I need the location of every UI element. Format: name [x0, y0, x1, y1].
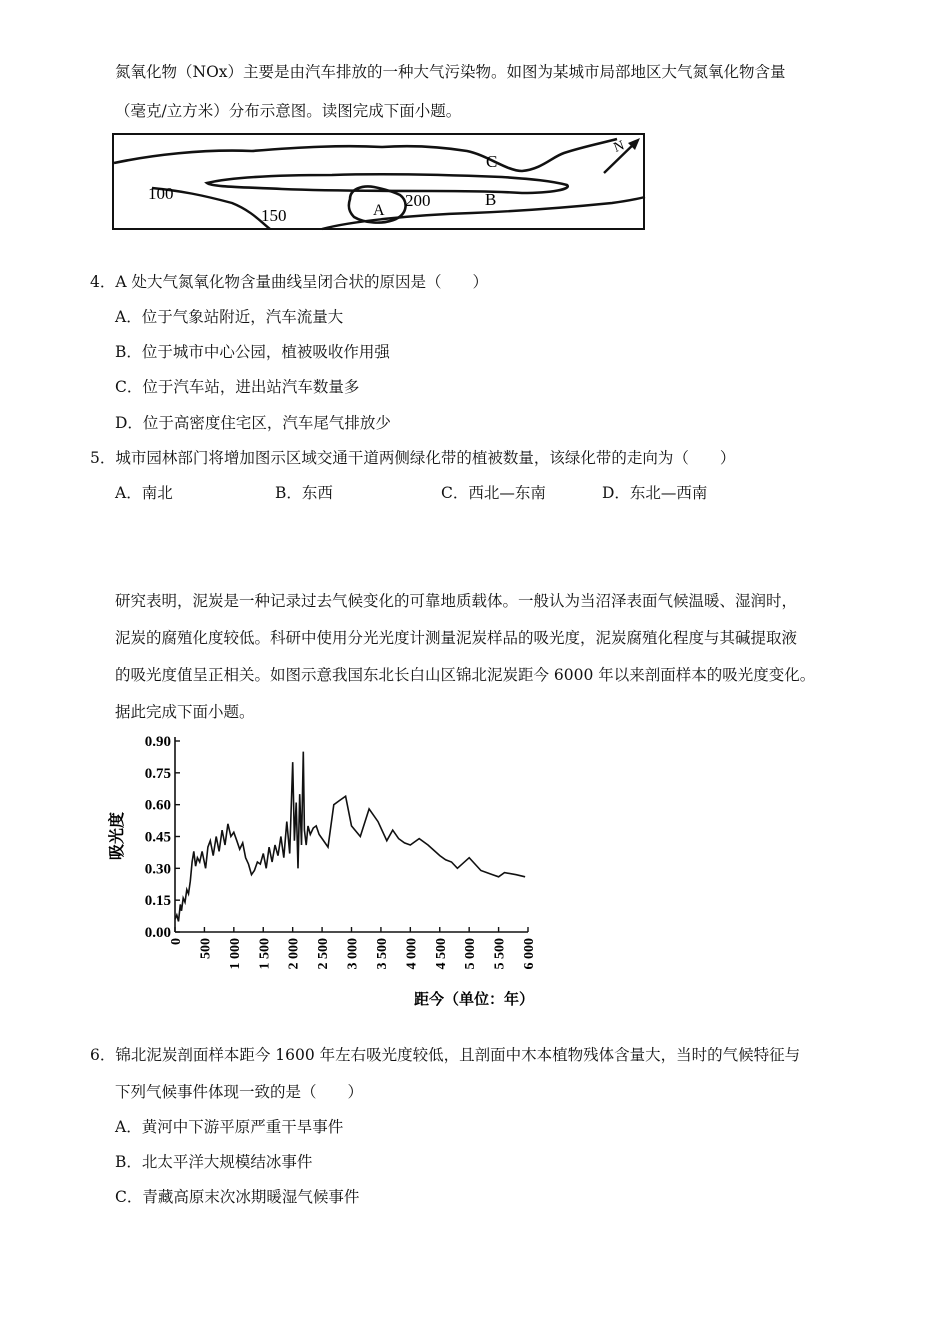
isoline-lower-right	[322, 197, 645, 229]
x-tick-label: 6 000	[522, 938, 537, 970]
passage1-line1: 氮氧化物（NOx）主要是由汽车排放的一种大气污染物。如图为某城市局部地区大气氮氧化物含量	[115, 63, 786, 81]
q6-stem-line1: 6．锦北泥炭剖面样本距今 1600 年左右吸光度较低，且剖面中木本植物残体含量大，当时的气候特征与	[90, 1046, 801, 1064]
x-tick-label: 4 000	[404, 938, 420, 970]
q4-option-b[interactable]: B．位于城市中心公园，植被吸收作用强	[115, 343, 390, 361]
q6-option-a[interactable]: A．黄河中下游平原严重干旱事件	[115, 1118, 344, 1136]
y-tick-label: 0.75	[144, 765, 171, 782]
q4-option-c[interactable]: C．位于汽车站，进出站汽车数量多	[115, 378, 360, 396]
nox-isoline-map	[112, 133, 646, 231]
x-tick-label: 3 500	[374, 938, 390, 970]
y-tick-label: 0.00	[144, 925, 171, 941]
x-tick-label: 2 000	[286, 938, 302, 970]
x-axis-label: 距今（单位：年）	[414, 992, 535, 1008]
x-tick-label: 1 000	[227, 938, 243, 970]
x-tick-label: 5 000	[463, 938, 479, 970]
y-tick-label: 0.45	[144, 829, 171, 846]
label-c: C	[486, 152, 498, 171]
label-b: B	[485, 190, 497, 209]
passage2-line4: 据此完成下面小题。	[115, 703, 255, 721]
x-tick-label: 0	[169, 938, 184, 945]
label-100: 100	[148, 184, 174, 203]
q5-option-b[interactable]: B．东西	[275, 484, 333, 502]
q5-stem: 5．城市园林部门将增加图示区域交通干道两侧绿化带的植被数量，该绿化带的走向为（ ）	[90, 449, 736, 467]
x-tick-label: 500	[198, 938, 214, 959]
q4-stem: 4．A 处大气氮氧化物含量曲线呈闭合状的原因是（ ）	[90, 273, 488, 291]
y-tick-label: 0.15	[144, 893, 171, 910]
y-axis-label: 吸光度	[109, 811, 126, 861]
y-tick-label: 0.60	[144, 797, 171, 814]
passage2-line1: 研究表明，泥炭是一种记录过去气候变化的可靠地质载体。一般认为当沼泽表面气候温暖、湿润时，	[115, 592, 798, 610]
q5-option-a[interactable]: A．南北	[115, 484, 173, 502]
q6-option-c[interactable]: C．青藏高原末次冰期暖湿气候事件	[115, 1188, 360, 1206]
absorbance-line-chart	[100, 728, 540, 1013]
q5-option-d[interactable]: D．东北—西南	[602, 484, 708, 502]
x-tick-label: 3 000	[345, 938, 361, 970]
label-150: 150	[261, 206, 287, 225]
passage2-line2: 泥炭的腐殖化度较低。科研中使用分光光度计测量泥炭样品的吸光度，泥炭腐殖化程度与其碱提取液	[115, 629, 798, 647]
q5-option-c[interactable]: C．西北—东南	[441, 484, 546, 502]
label-a: A	[373, 202, 385, 219]
isoline-c	[114, 139, 617, 171]
north-label: N	[611, 138, 627, 156]
q6-stem-line2: 下列气候事件体现一致的是（ ）	[115, 1083, 364, 1101]
passage1-line2: （毫克/立方米）分布示意图。读图完成下面小题。	[115, 102, 462, 120]
x-tick-label: 4 500	[433, 938, 449, 970]
y-tick-label: 0.90	[144, 734, 171, 750]
label-200: 200	[405, 191, 431, 210]
series-line	[175, 752, 525, 922]
q4-option-d[interactable]: D．位于高密度住宅区，汽车尾气排放少	[115, 414, 391, 432]
q4-option-a[interactable]: A．位于气象站附近，汽车流量大	[115, 308, 344, 326]
x-tick-label: 2 500	[316, 938, 332, 970]
q6-option-b[interactable]: B．北太平洋大规模结冰事件	[115, 1153, 313, 1171]
x-tick-label: 1 500	[257, 938, 273, 970]
passage2-line3: 的吸光度值呈正相关。如图示意我国东北长白山区锦北泥炭距今 6000 年以来剖面样本的吸光度变化。	[115, 666, 816, 684]
x-tick-label: 5 500	[492, 938, 508, 970]
y-tick-label: 0.30	[144, 861, 171, 878]
